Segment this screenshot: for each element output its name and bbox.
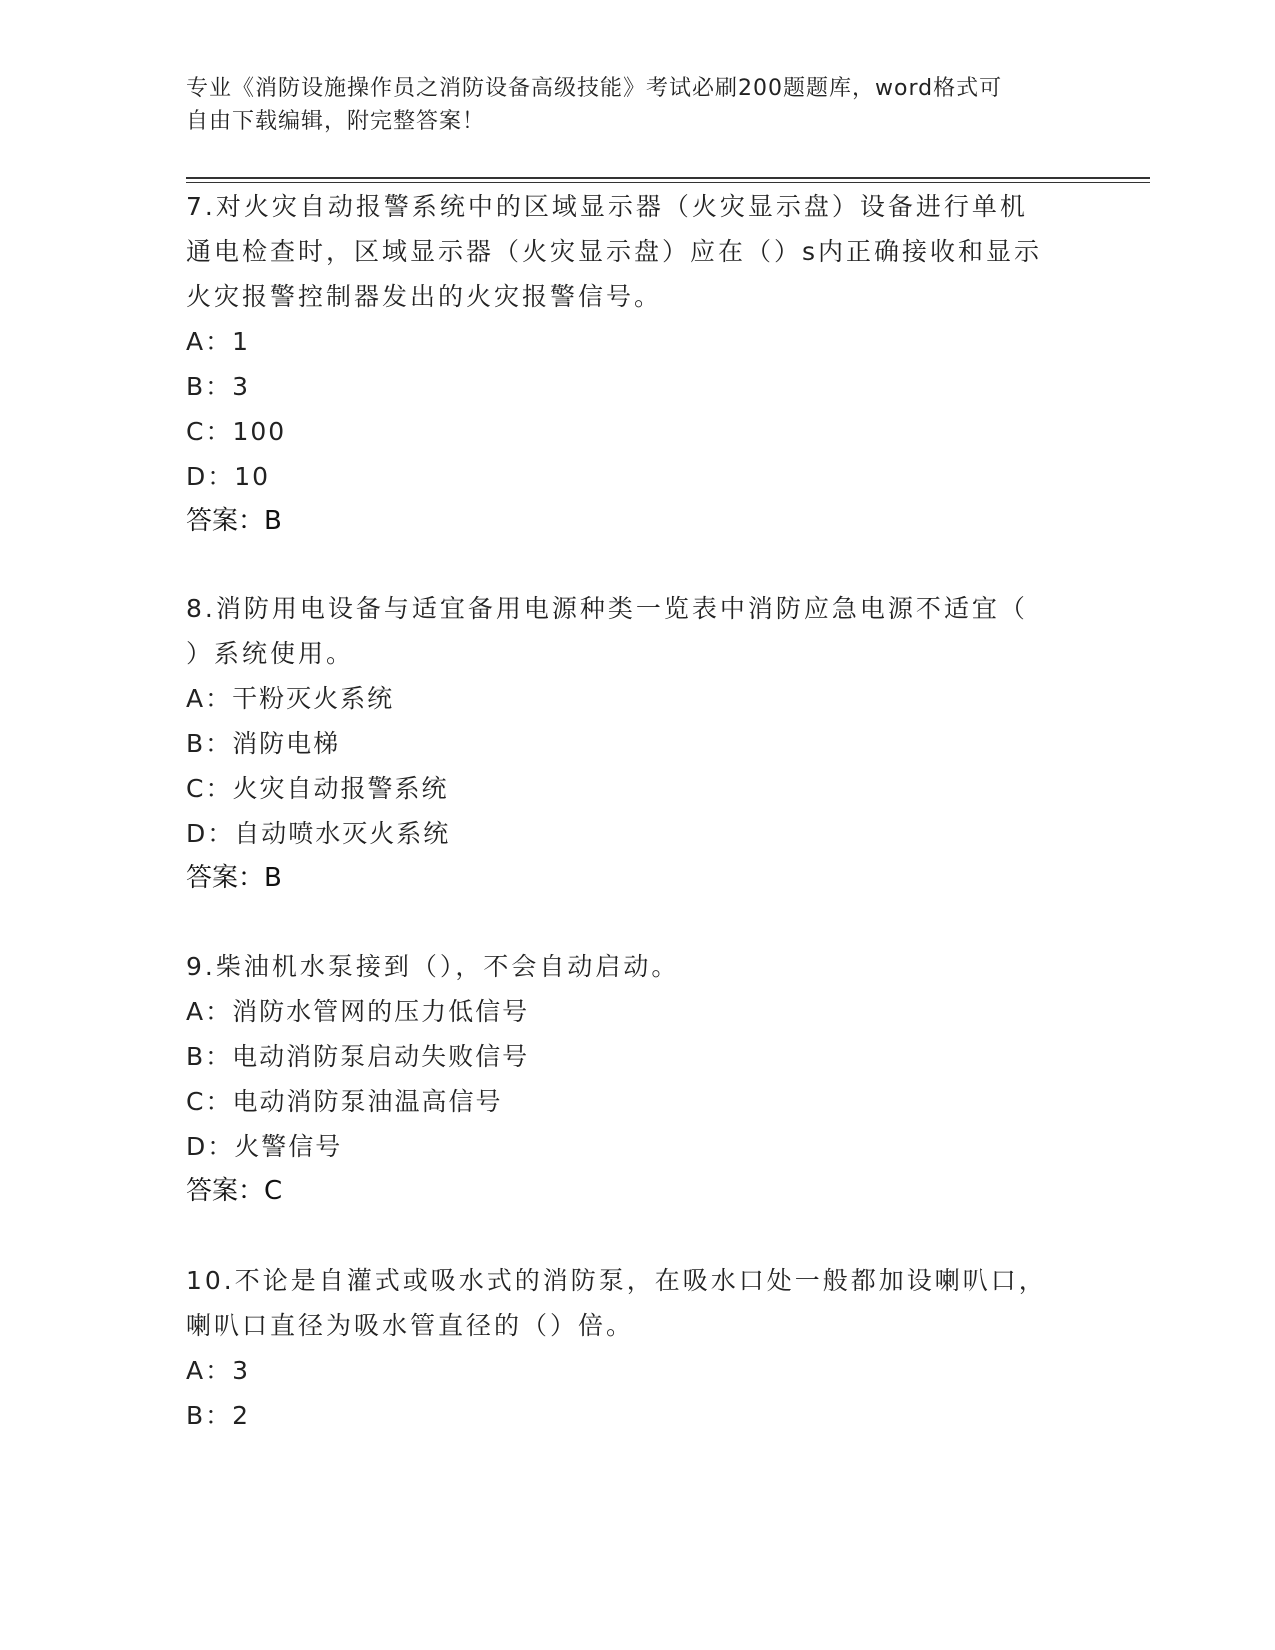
answer: 答案：C — [186, 1176, 283, 1206]
question-text-line: 7.对火灾自动报警系统中的区域显示器（火灾显示盘）设备进行单机 — [186, 192, 1028, 221]
option-c: C：电动消防泵油温高信号 — [186, 1087, 503, 1116]
header-divider — [186, 177, 1150, 179]
header-line-2: 自由下载编辑，附完整答案！ — [186, 109, 486, 134]
option-b: B：3 — [186, 372, 251, 401]
option-d: D：10 — [186, 462, 271, 491]
option-b: B：电动消防泵启动失败信号 — [186, 1042, 530, 1071]
option-c: C：100 — [186, 417, 287, 446]
option-b: B：2 — [186, 1401, 251, 1430]
question-text-line: 火灾报警控制器发出的火灾报警信号。 — [186, 282, 663, 311]
option-b: B：消防电梯 — [186, 729, 341, 758]
option-a: A：干粉灭火系统 — [186, 684, 395, 713]
option-a: A：3 — [186, 1356, 251, 1385]
question-text-line: 10.不论是自灌式或吸水式的消防泵，在吸水口处一般都加设喇叭口， — [186, 1266, 1047, 1295]
answer: 答案：B — [186, 506, 282, 536]
question-text-line: 通电检查时，区域显示器（火灾显示盘）应在（）s内正确接收和显示 — [186, 237, 1043, 266]
question-10 — [186, 1258, 1086, 1438]
header-divider-thin — [186, 182, 1150, 183]
option-d: D：火警信号 — [186, 1132, 343, 1161]
option-d: D：自动喷水灭火系统 — [186, 819, 451, 848]
question-text-line: 8.消防用电设备与适宜备用电源种类一览表中消防应急电源不适宜（ — [186, 594, 1028, 623]
option-a: A：消防水管网的压力低信号 — [186, 997, 530, 1026]
header-line-1: 专业《消防设施操作员之消防设备高级技能》考试必刷200题题库，word格式可 — [186, 76, 1003, 101]
question-8 — [186, 586, 1086, 901]
option-a: A：1 — [186, 327, 251, 356]
question-9 — [186, 944, 1086, 1214]
question-text-line: 喇叭口直径为吸水管直径的（）倍。 — [186, 1311, 635, 1340]
answer: 答案：B — [186, 863, 282, 893]
option-c: C：火灾自动报警系统 — [186, 774, 449, 803]
question-7 — [186, 184, 1086, 544]
question-text-line: ）系统使用。 — [186, 639, 355, 668]
question-text-line: 9.柴油机水泵接到（），不会自动启动。 — [186, 952, 680, 981]
document-header — [186, 72, 1066, 138]
